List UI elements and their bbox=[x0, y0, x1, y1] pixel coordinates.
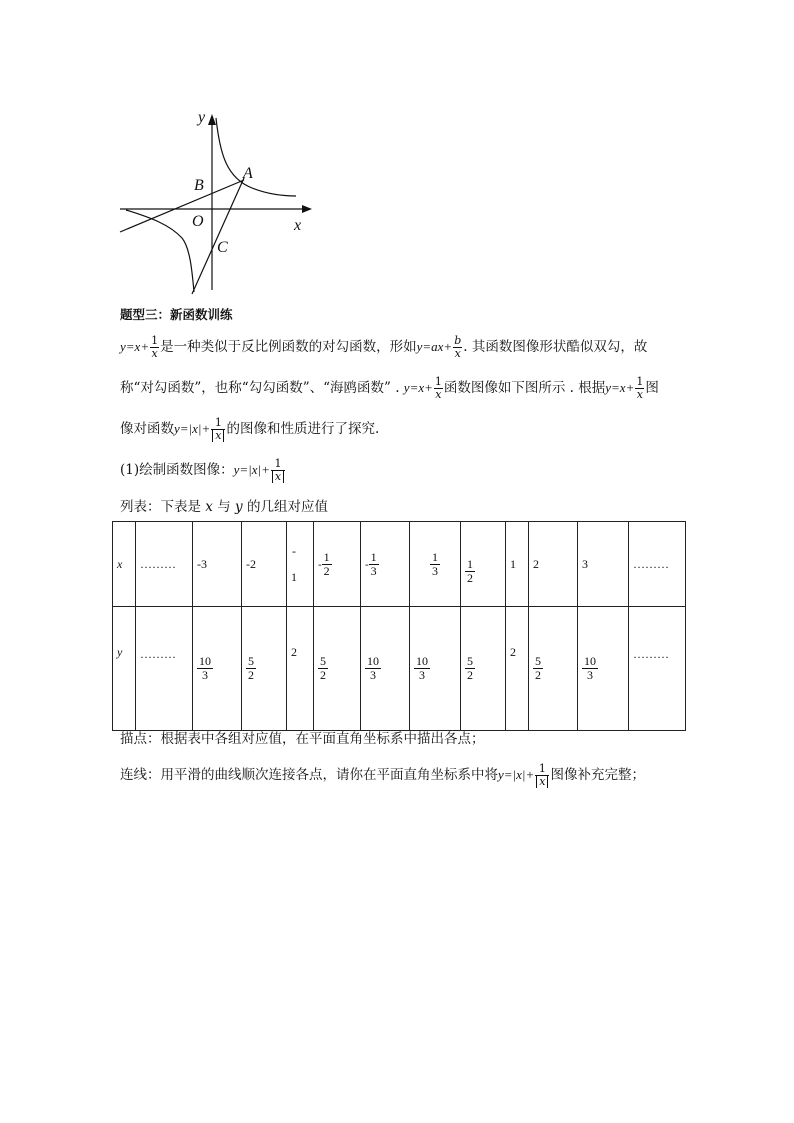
para2-text1: 称“对勾函数”，也称“勾勾函数”、“海鸥函数” . bbox=[120, 380, 404, 396]
fraction: $\frac{1}{x}$ bbox=[636, 375, 644, 401]
hyperbola-branch-right bbox=[216, 118, 296, 196]
line-ab bbox=[120, 180, 244, 232]
y-header-cell: y bbox=[113, 607, 136, 731]
y-num: 5 bbox=[248, 654, 254, 668]
y-den: 2 bbox=[320, 668, 326, 682]
x-cell: 2 bbox=[529, 522, 578, 607]
x-cell: -3 bbox=[193, 522, 242, 607]
ellipsis-cell: ……… bbox=[629, 607, 686, 731]
fraction: $\frac{1}{x}$ bbox=[434, 375, 442, 401]
connect-line: 连线：用平滑的曲线顺次连接各点，请你在平面直角坐标系中将y=|x|+ $\frac{1}{x}$ 图像补充完整； bbox=[120, 762, 645, 788]
line-ac bbox=[192, 178, 244, 294]
y-num: 10 bbox=[416, 654, 428, 668]
y-den: 3 bbox=[365, 668, 381, 682]
y-den: 3 bbox=[197, 668, 213, 682]
x-axis-arrow bbox=[302, 205, 312, 213]
label-y: y bbox=[198, 109, 206, 126]
para2-text2: 函数图像如下图所示 . 根据 bbox=[443, 380, 606, 396]
y-cell bbox=[193, 607, 242, 731]
x-header-cell: x bbox=[113, 522, 136, 607]
label-x: x bbox=[294, 217, 302, 234]
para2-text3: 图 bbox=[645, 380, 659, 396]
x-cell: 3 bbox=[578, 522, 629, 607]
y-cell bbox=[410, 607, 461, 731]
para3-text1: 像对函数 bbox=[120, 421, 174, 437]
x-cell: - 1 bbox=[287, 522, 314, 607]
x-cell: - $\frac{1}{2}$ bbox=[314, 522, 361, 607]
fraction: $\frac{1}{x}$ bbox=[151, 334, 159, 360]
y-num: 5 bbox=[320, 654, 326, 668]
x-cell: 1 bbox=[506, 522, 529, 607]
y-num: 10 bbox=[367, 654, 379, 668]
para3-text2: 的图像和性质进行了探究. bbox=[226, 421, 380, 437]
y-axis-arrow bbox=[208, 114, 216, 125]
func-text: y=x+ bbox=[120, 339, 150, 354]
ellipsis-cell: ……… bbox=[136, 607, 193, 731]
func-text: y=|x|+ bbox=[498, 767, 535, 782]
fraction-abs: $\frac{1}{x}$ bbox=[211, 417, 225, 442]
y-cell bbox=[578, 607, 629, 731]
y-cell: 2 bbox=[506, 607, 529, 731]
y-num: 10 bbox=[584, 654, 596, 668]
label-o: O bbox=[192, 213, 204, 230]
label-b: B bbox=[194, 177, 204, 194]
label-c: C bbox=[217, 239, 228, 256]
y-cell: 2 bbox=[287, 607, 314, 731]
y-den: 2 bbox=[535, 668, 541, 682]
para1-text1: 是一种类似于反比例函数的对勾函数，形如 bbox=[160, 339, 417, 355]
table-row-x bbox=[113, 522, 686, 607]
ellipsis-cell: ……… bbox=[629, 522, 686, 607]
values-table bbox=[112, 521, 686, 731]
table-intro: 列表：下表是 x 与 y 的几组对应值 bbox=[120, 499, 328, 515]
para2-line bbox=[120, 376, 659, 401]
y-num: 5 bbox=[467, 654, 473, 668]
fraction-abs: $\frac{1}{x}$ bbox=[271, 458, 285, 483]
y-den: 2 bbox=[467, 668, 473, 682]
para1-text2: . 其函数图像形状酷似双勾，故 bbox=[463, 339, 648, 355]
hyperbola-diagram bbox=[112, 100, 332, 300]
y-cell bbox=[314, 607, 361, 731]
x-cell: $\frac{1}{2}$ bbox=[461, 522, 506, 607]
func-text: y=|x|+ bbox=[233, 462, 270, 477]
plot-points-text: 描点：根据表中各组对应值，在平面直角坐标系中描出各点； bbox=[120, 731, 485, 747]
para1-line bbox=[120, 335, 647, 360]
x-cell: $\frac{1}{3}$ bbox=[410, 522, 461, 607]
hyperbola-branch-left bbox=[126, 210, 194, 292]
fraction-abs: $\frac{1}{x}$ bbox=[535, 763, 549, 788]
func-text: y=x+ bbox=[605, 380, 635, 395]
step1-line bbox=[120, 458, 286, 483]
y-cell bbox=[242, 607, 287, 731]
x-cell: - $\frac{1}{3}$ bbox=[361, 522, 410, 607]
func-text: y=x+ bbox=[403, 380, 433, 395]
fraction-b: $\frac{b}{x}$ bbox=[454, 334, 462, 360]
x-cell: -2 bbox=[242, 522, 287, 607]
ellipsis-cell: ……… bbox=[136, 522, 193, 607]
table-row-y bbox=[113, 607, 686, 731]
y-num: 5 bbox=[535, 654, 541, 668]
para3-line bbox=[120, 417, 379, 442]
y-cell bbox=[461, 607, 506, 731]
y-den: 3 bbox=[582, 668, 598, 682]
form-text: y=ax+ bbox=[416, 339, 453, 354]
hyperbola-figure bbox=[112, 100, 332, 300]
y-num: 10 bbox=[199, 654, 211, 668]
label-a: A bbox=[243, 165, 253, 182]
func-text: y=|x|+ bbox=[174, 421, 211, 436]
section-title: 题型三：新函数训练 bbox=[120, 307, 233, 322]
step1-label: (1)绘制函数图像： bbox=[120, 462, 234, 478]
y-cell bbox=[529, 607, 578, 731]
y-den: 2 bbox=[248, 668, 254, 682]
y-den: 3 bbox=[414, 668, 430, 682]
y-cell bbox=[361, 607, 410, 731]
